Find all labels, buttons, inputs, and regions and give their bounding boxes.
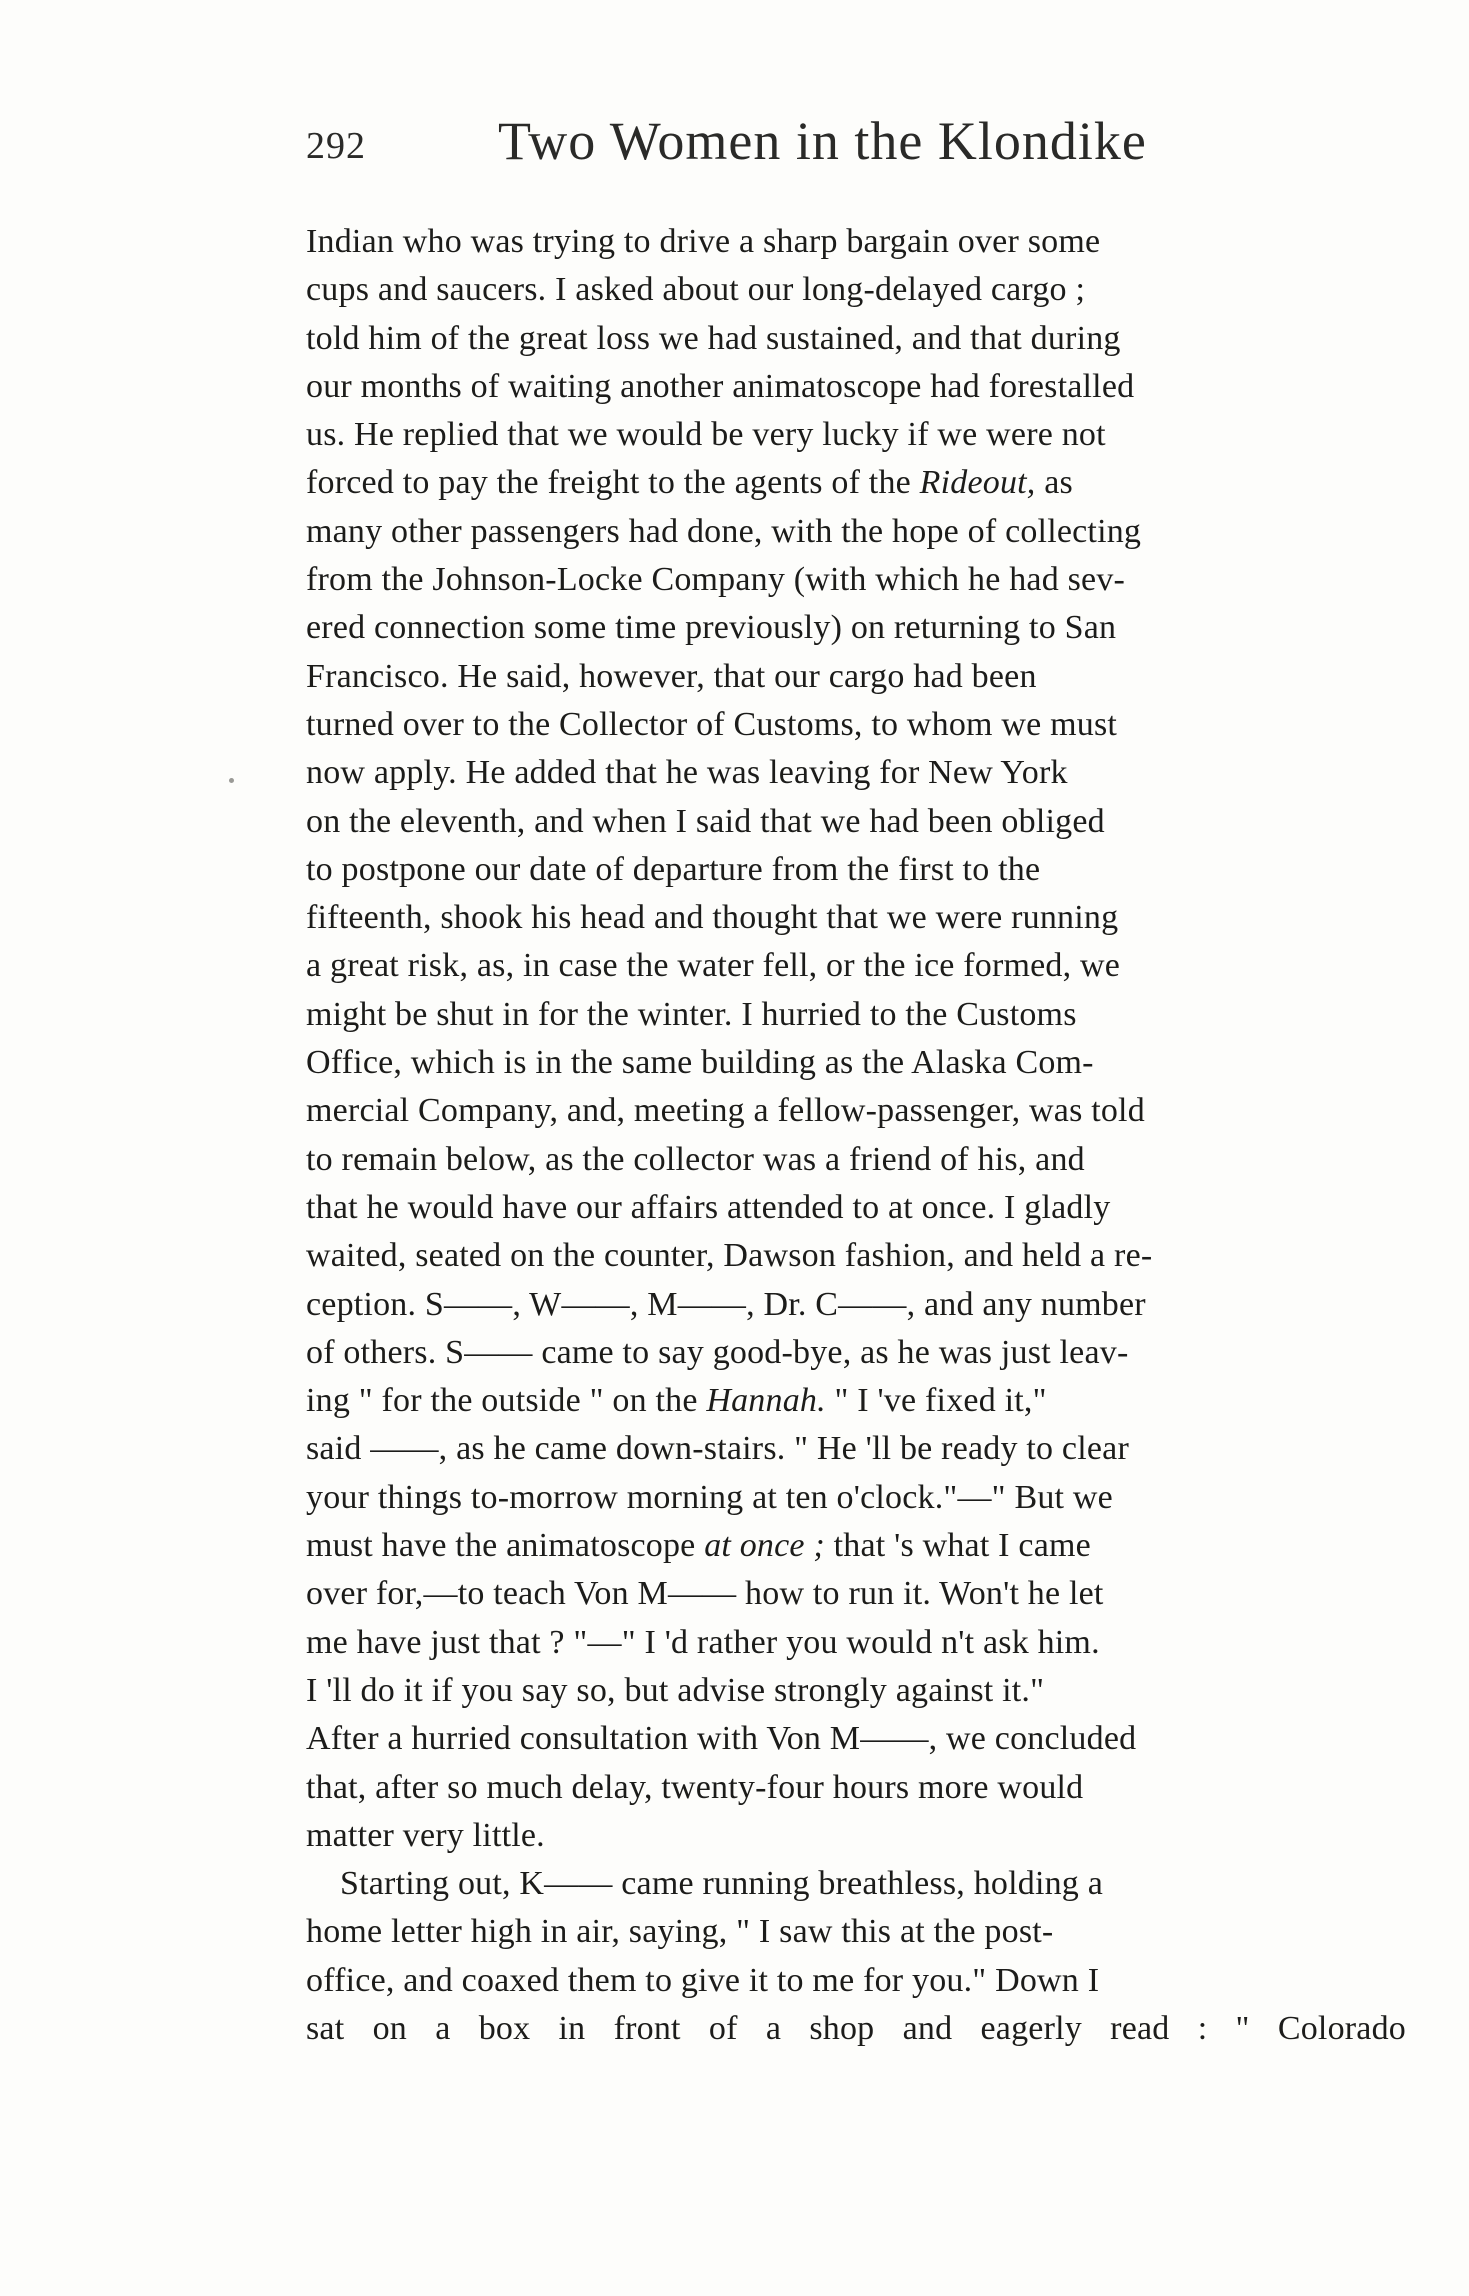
text-line	[306, 894, 1406, 942]
running-head	[306, 110, 1236, 180]
text-line	[306, 1136, 1406, 1184]
text-run: office, and coaxed them to give it to me for you." Down I	[306, 1961, 1100, 1999]
text-line	[306, 1860, 1406, 1908]
text-line	[306, 1232, 1406, 1280]
text-run: me have just that ? "—" I 'd rather you would n't ask him.	[306, 1623, 1100, 1661]
text-line	[306, 1908, 1406, 1956]
text-line	[306, 218, 1406, 266]
text-line	[306, 1764, 1406, 1812]
text-line	[306, 363, 1406, 411]
text-run: might be shut in for the winter. I hurried to the Customs	[306, 995, 1077, 1033]
text-line	[306, 1570, 1406, 1618]
text-run: home letter high in air, saying, " I saw this at the post-	[306, 1913, 1054, 1951]
text-run: ered connection some time previously) on returning to San	[306, 609, 1117, 647]
text-run: mercial Company, and, meeting a fellow-passenger, was told	[306, 1092, 1145, 1130]
text-run: that he would have our affairs attended to at once. I gladly	[306, 1188, 1111, 1226]
text-run: said ——, as he came down-stairs. " He 'll be ready to clear	[306, 1430, 1129, 1468]
italic-text: Hannah.	[706, 1382, 826, 1420]
text-line	[306, 604, 1406, 652]
text-line	[306, 1667, 1406, 1715]
text-line	[306, 315, 1406, 363]
text-run: our months of waiting another animatoscope had forestalled	[306, 367, 1135, 405]
text-line	[306, 1039, 1406, 1087]
text-line	[306, 1425, 1406, 1473]
text-run: Starting out, K—— came running breathless, holding a	[340, 1865, 1103, 1903]
text-line	[306, 1522, 1406, 1570]
text-run: " I 've fixed it,"	[825, 1382, 1047, 1420]
text-run: Francisco. He said, however, that our cargo had been	[306, 657, 1037, 695]
text-line	[306, 1087, 1406, 1135]
text-run: now apply. He added that he was leaving for New York	[306, 754, 1068, 792]
text-run: turned over to the Collector of Customs, to whom we must	[306, 705, 1118, 743]
text-run: told him of the great loss we had sustained, and that during	[306, 319, 1121, 357]
text-line	[306, 942, 1406, 990]
text-run: matter very little.	[306, 1816, 545, 1854]
text-run: from the Johnson-Locke Company (with which he had sev-	[306, 561, 1126, 599]
text-line	[306, 556, 1406, 604]
text-run: that 's what I came	[824, 1527, 1091, 1565]
book-title: Two Women in the Klondike	[498, 111, 1147, 171]
text-run: waited, seated on the counter, Dawson fashion, and held a re-	[306, 1237, 1153, 1275]
text-line	[306, 1812, 1406, 1860]
text-line	[306, 749, 1406, 797]
text-line	[306, 1377, 1406, 1425]
text-line	[306, 1715, 1406, 1763]
text-line	[306, 1957, 1406, 2005]
text-run: a great risk, as, in case the water fell, or the ice formed, we	[306, 947, 1121, 985]
text-run: that, after so much delay, twenty-four hours more would	[306, 1768, 1084, 1806]
text-run: ception. S——, W——, M——, Dr. C——, and any number	[306, 1285, 1146, 1323]
text-run: to remain below, as the collector was a friend of his, and	[306, 1140, 1085, 1178]
text-run: as	[1035, 464, 1073, 502]
text-run: many other passengers had done, with the hope of collecting	[306, 512, 1142, 550]
italic-text: at once ;	[704, 1527, 825, 1565]
text-line	[306, 653, 1406, 701]
text-run: I 'll do it if you say so, but advise strongly against it."	[306, 1671, 1045, 1709]
text-run: ing " for the outside " on the	[306, 1382, 707, 1420]
text-line	[306, 701, 1406, 749]
italic-text: Rideout,	[919, 464, 1036, 502]
text-line	[306, 459, 1406, 507]
page-number: 292	[306, 125, 366, 167]
text-line	[306, 266, 1406, 314]
text-run: must have the animatoscope	[306, 1527, 705, 1565]
text-line	[306, 1619, 1406, 1667]
text-run: us. He replied that we would be very lucky if we were not	[306, 416, 1106, 454]
body-text	[306, 218, 1406, 2053]
text-run: on the eleventh, and when I said that we had been obliged	[306, 802, 1105, 840]
text-line	[306, 798, 1406, 846]
text-run: over for,—to teach Von M—— how to run it. Won't he let	[306, 1575, 1104, 1613]
text-run: Indian who was trying to drive a sharp bargain over some	[306, 223, 1101, 260]
text-run: cups and saucers. I asked about our long-delayed cargo ;	[306, 271, 1086, 309]
text-run: sat on a box in front of a shop and eagerly read : " Colorado	[306, 2009, 1406, 2047]
text-line	[306, 2005, 1406, 2053]
text-run: fifteenth, shook his head and thought that we were running	[306, 899, 1119, 937]
text-run: forced to pay the freight to the agents of the	[306, 464, 920, 502]
text-line	[306, 1329, 1406, 1377]
text-line	[306, 1184, 1406, 1232]
margin-speck	[229, 778, 234, 783]
text-line	[306, 1281, 1406, 1329]
text-run: of others. S—— came to say good-bye, as he was just leav-	[306, 1333, 1129, 1371]
text-run: Office, which is in the same building as the Alaska Com-	[306, 1044, 1094, 1082]
text-run: to postpone our date of departure from the first to the	[306, 850, 1041, 888]
text-line	[306, 991, 1406, 1039]
text-line	[306, 508, 1406, 556]
text-run: your things to-morrow morning at ten o'clock."—" But we	[306, 1478, 1113, 1516]
text-line	[306, 846, 1406, 894]
text-line	[306, 411, 1406, 459]
text-line	[306, 1474, 1406, 1522]
text-run: After a hurried consultation with Von M——, we concluded	[306, 1720, 1137, 1758]
